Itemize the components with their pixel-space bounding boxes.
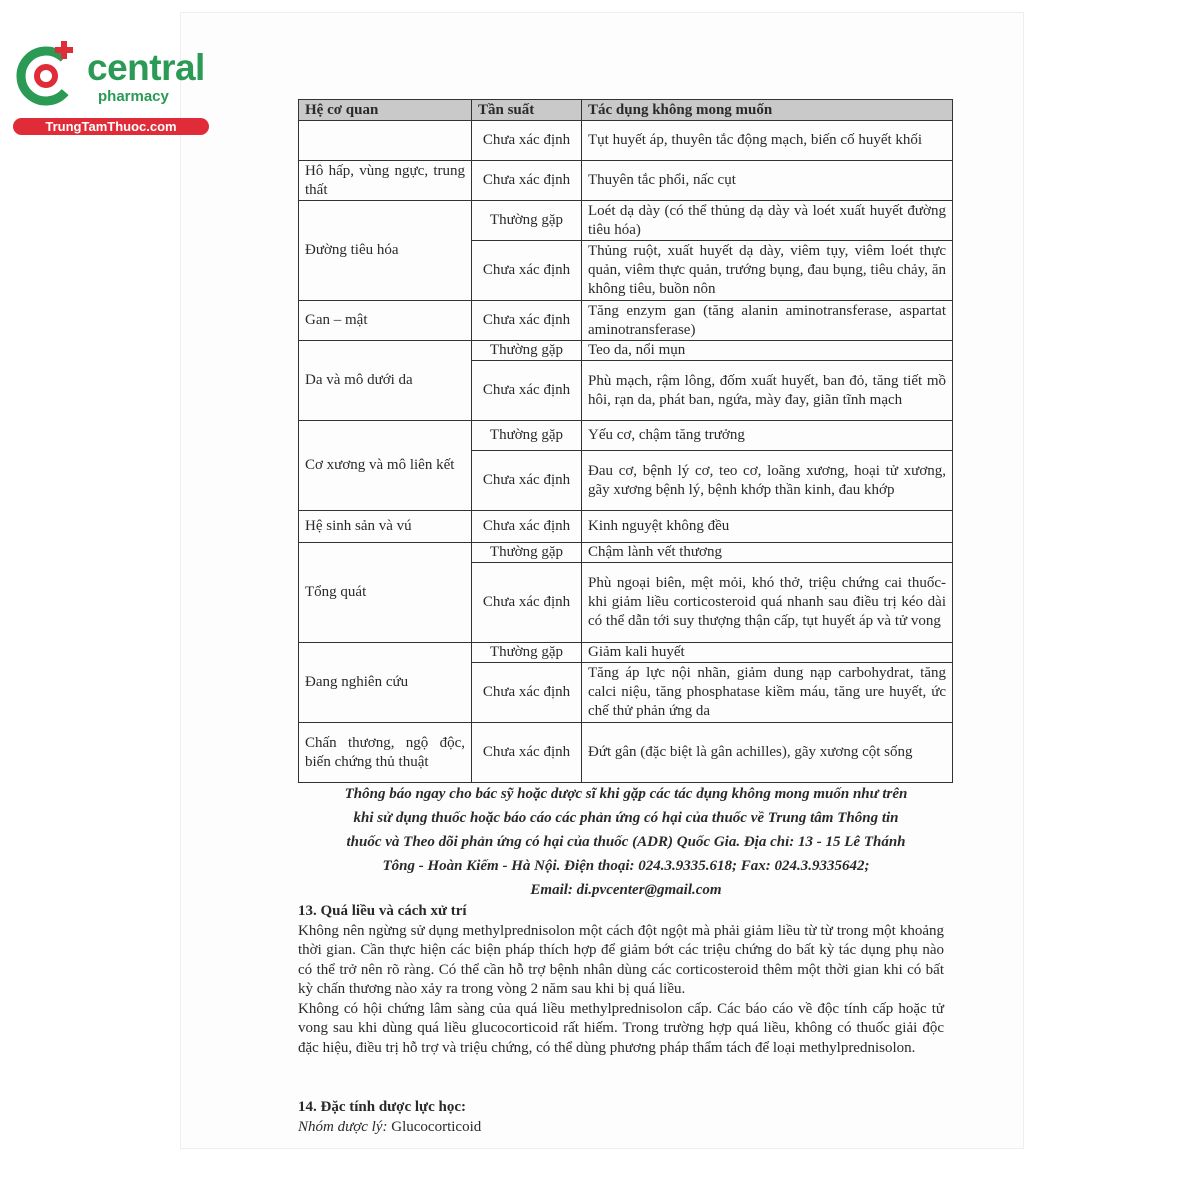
effect-cell: Chậm lành vết thương — [582, 543, 953, 563]
effect-cell: Kinh nguyệt không đều — [582, 511, 953, 543]
section-13-paragraph-1: Không nên ngừng sử dụng methylprednisolon một cách đột ngột mà phải giảm liều từ từ trong một khoảng thời gian. Cần thực hiện các biện pháp thích hợp để giảm bớt các triệu chứng do bất kỳ tác dụng phụ nào có thể trở nên rõ ràng. Có thể cần hỗ trợ bệnh nhân dùng các corticosteroid thêm một thời gian khi có bất kỳ chấn thương nào xảy ra trong vòng 2 năm sau khi bị quá liều. — [298, 922, 944, 997]
effect-cell: Yếu cơ, chậm tăng trưởng — [582, 421, 953, 451]
table-row — [299, 723, 953, 783]
frequency-cell: Thường gặp — [472, 543, 582, 563]
header-frequency: Tần suất — [472, 100, 582, 121]
table-row — [299, 201, 953, 241]
effect-cell: Tăng áp lực nội nhãn, giảm dung nạp carbohydrat, tăng calci niệu, tăng phosphatase kiềm máu, tăng ure huyết, ức chế thử phản ứng da — [582, 663, 953, 723]
pharmacologic-group-value: Glucocorticoid — [391, 1118, 482, 1135]
system-cell: Da và mô dưới da — [299, 341, 472, 421]
frequency-cell: Thường gặp — [472, 643, 582, 663]
table-row — [299, 161, 953, 201]
section-14 — [298, 1098, 944, 1137]
frequency-cell: Chưa xác định — [472, 511, 582, 543]
notice-line: Tông - Hoàn Kiếm - Hà Nội. Điện thoại: 024.3.9335.618; Fax: 024.3.9335642; — [382, 858, 870, 874]
effect-cell: Đứt gân (đặc biệt là gân achilles), gãy xương cột sống — [582, 723, 953, 783]
logo-sub: pharmacy — [98, 88, 169, 105]
frequency-cell: Chưa xác định — [472, 161, 582, 201]
notice-email: Email: di.pvcenter@gmail.com — [530, 882, 722, 898]
adr-report-notice — [296, 782, 956, 902]
section-13 — [298, 902, 944, 1058]
table-row — [299, 643, 953, 663]
effect-cell: Giảm kali huyết — [582, 643, 953, 663]
effect-cell: Teo da, nổi mụn — [582, 341, 953, 361]
notice-line: Thông báo ngay cho bác sỹ hoặc dược sĩ khi gặp các tác dụng không mong muốn như trên — [344, 786, 908, 802]
logo-c-cross-icon — [10, 38, 84, 110]
frequency-cell: Thường gặp — [472, 421, 582, 451]
table-header-row — [299, 100, 953, 121]
frequency-cell: Thường gặp — [472, 201, 582, 241]
system-cell: Gan – mật — [299, 301, 472, 341]
system-cell: Tổng quát — [299, 543, 472, 643]
effect-cell: Phù ngoại biên, mệt mỏi, khó thở, triệu chứng cai thuốc- khi giảm liều corticosteroid quá nhanh sau điều trị kéo dài có thể dẫn tới suy thượng thận cấp, tụt huyết áp và tử vong — [582, 563, 953, 643]
header-effect: Tác dụng không mong muốn — [582, 100, 953, 121]
effect-cell: Thuyên tắc phổi, nấc cụt — [582, 161, 953, 201]
frequency-cell: Chưa xác định — [472, 563, 582, 643]
table-row — [299, 421, 953, 451]
table-row — [299, 341, 953, 361]
frequency-cell: Chưa xác định — [472, 241, 582, 301]
effect-cell: Tụt huyết áp, thuyên tắc động mạch, biến cố huyết khối — [582, 121, 953, 161]
frequency-cell: Chưa xác định — [472, 121, 582, 161]
section-14-title: 14. Đặc tính dược lực học: — [298, 1099, 466, 1115]
system-cell: Chấn thương, ngộ độc, biến chứng thủ thuật — [299, 723, 472, 783]
section-13-title: 13. Quá liều và cách xử trí — [298, 903, 467, 919]
frequency-cell: Thường gặp — [472, 341, 582, 361]
effect-cell: Tăng enzym gan (tăng alanin aminotransferase, aspartat aminotransferase) — [582, 301, 953, 341]
effect-cell: Phù mạch, rậm lông, đốm xuất huyết, ban đỏ, tăng tiết mồ hôi, rạn da, phát ban, ngứa, mày đay, giãn tĩnh mạch — [582, 361, 953, 421]
effect-cell: Thủng ruột, xuất huyết dạ dày, viêm tụy, viêm loét thực quản, viêm thực quản, trướng bụng, đau bụng, tiêu chảy, ăn không tiêu, buồn nôn — [582, 241, 953, 301]
frequency-cell: Chưa xác định — [472, 301, 582, 341]
logo-brand: central — [87, 47, 205, 88]
system-cell: Đường tiêu hóa — [299, 201, 472, 301]
section-13-paragraph-2: Không có hội chứng lâm sàng của quá liều methylprednisolon cấp. Các báo cáo về độc tính cấp hoặc tử vong sau khi dùng quá liều glucocorticoid rất hiếm. Trong trường hợp quá liều, không có thuốc giải độc đặc hiệu, điều trị hỗ trợ và triệu chứng, có thể dùng phương pháp thẩm tách để loại methylprednisolon. — [298, 1000, 944, 1056]
central-pharmacy-logo — [10, 38, 215, 138]
header-system: Hệ cơ quan — [299, 100, 472, 121]
notice-line: thuốc và Theo dõi phản ứng có hại của thuốc (ADR) Quốc Gia. Địa chỉ: 13 - 15 Lê Thánh — [346, 834, 906, 850]
system-cell: Đang nghiên cứu — [299, 643, 472, 723]
pharmacologic-group-label: Nhóm dược lý: — [298, 1118, 388, 1135]
notice-line: khi sử dụng thuốc hoặc báo cáo các phản ứng có hại của thuốc về Trung tâm Thông tin — [353, 810, 899, 826]
adverse-effects-table — [298, 99, 953, 783]
table-row — [299, 543, 953, 563]
logo-url: TrungTamThuoc.com — [13, 118, 209, 135]
frequency-cell: Chưa xác định — [472, 663, 582, 723]
table-row — [299, 511, 953, 543]
effect-cell: Đau cơ, bệnh lý cơ, teo cơ, loãng xương, hoại tử xương, gãy xương bệnh lý, bệnh khớp thần kinh, đau khớp — [582, 451, 953, 511]
system-cell: Hô hấp, vùng ngực, trung thất — [299, 161, 472, 201]
frequency-cell: Chưa xác định — [472, 723, 582, 783]
system-cell — [299, 121, 472, 161]
pharmacologic-group — [298, 1118, 944, 1138]
table-row — [299, 121, 953, 161]
system-cell: Hệ sinh sản và vú — [299, 511, 472, 543]
system-cell: Cơ xương và mô liên kết — [299, 421, 472, 511]
frequency-cell: Chưa xác định — [472, 451, 582, 511]
table-row — [299, 301, 953, 341]
effect-cell: Loét dạ dày (có thể thủng dạ dày và loét xuất huyết đường tiêu hóa) — [582, 201, 953, 241]
frequency-cell: Chưa xác định — [472, 361, 582, 421]
